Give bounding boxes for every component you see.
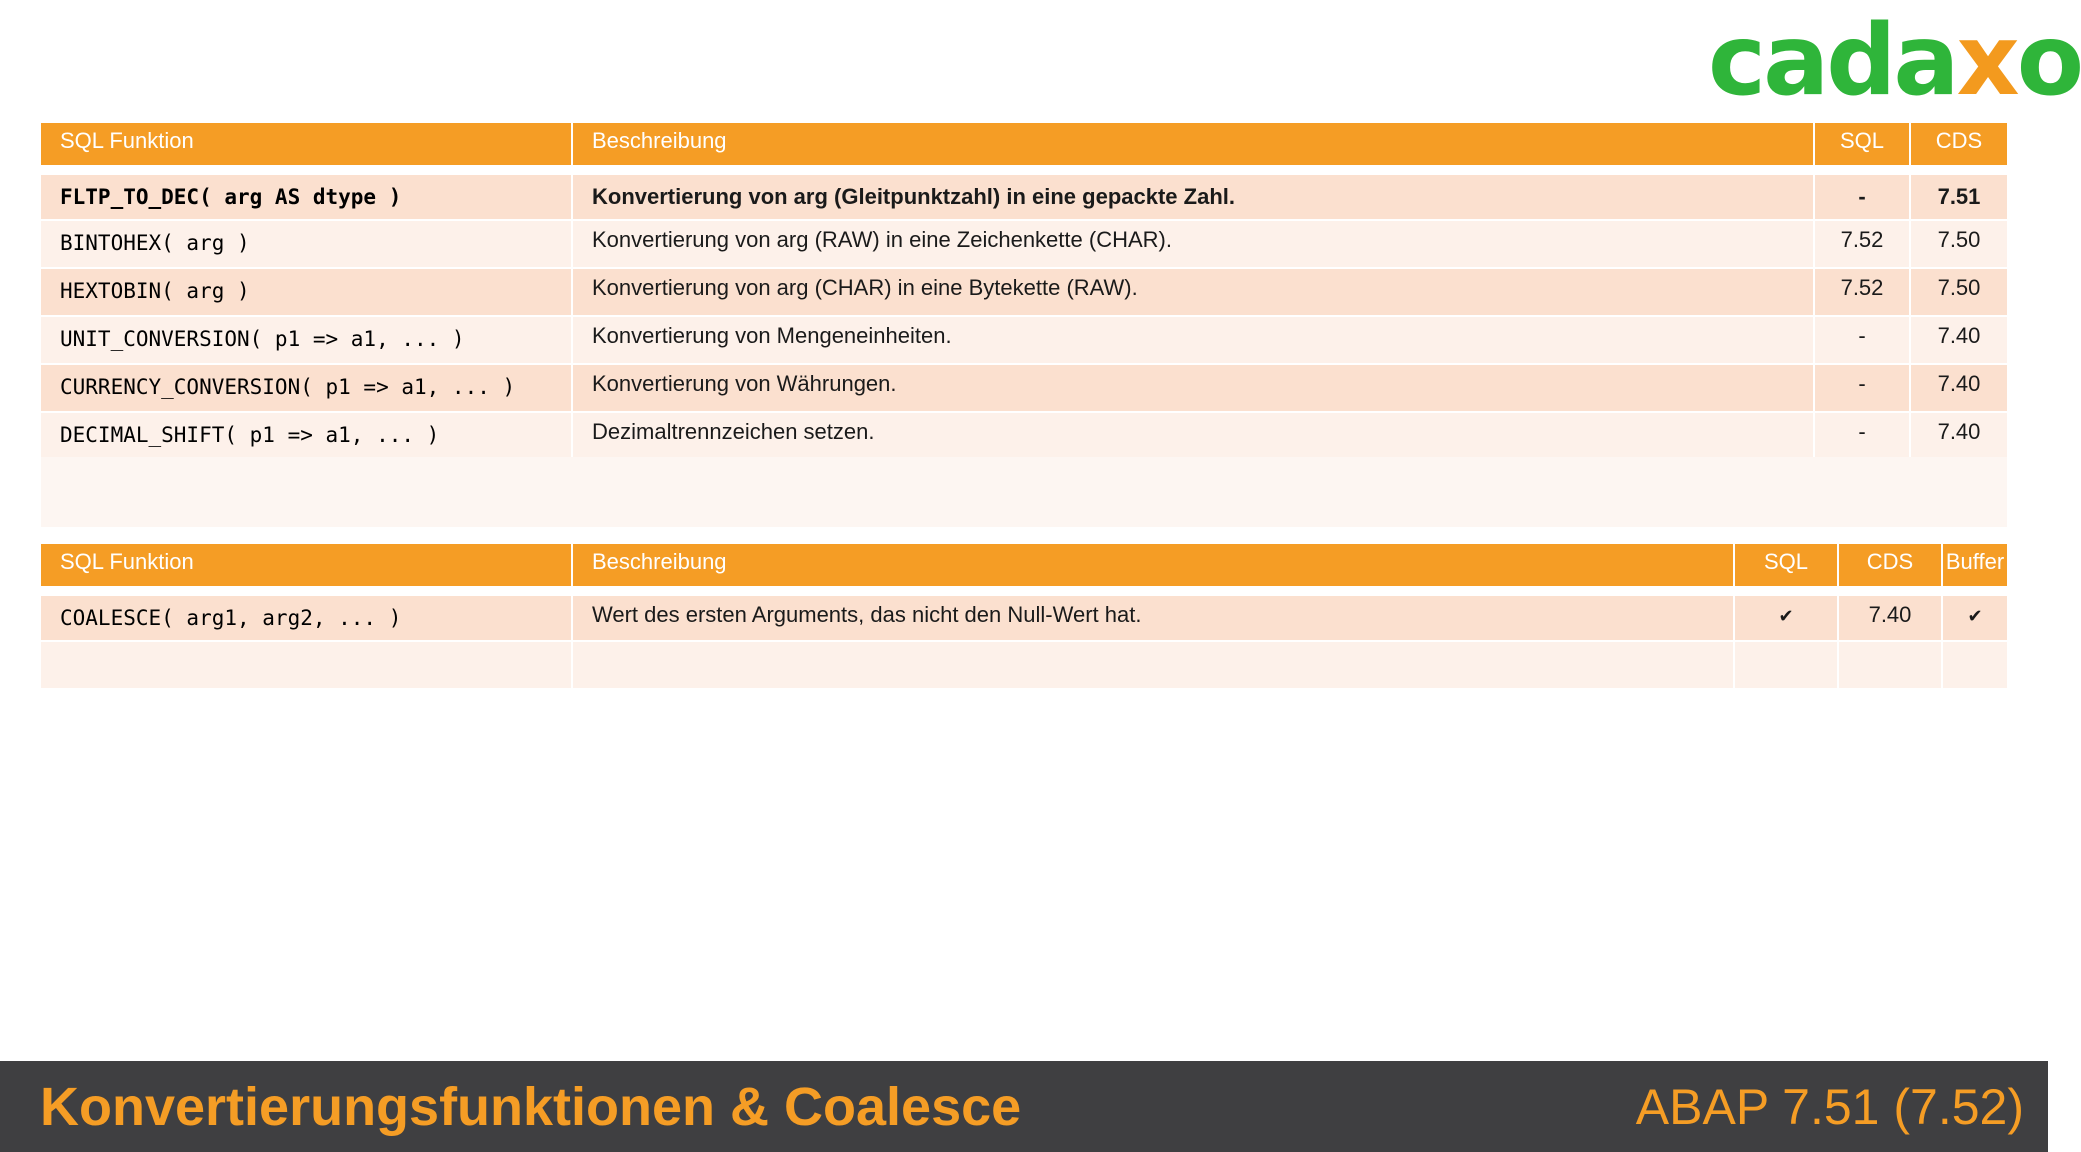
- cds-version: 7.40: [1911, 365, 2007, 411]
- header-sql-funktion: SQL Funktion: [41, 123, 571, 165]
- footer-bar: [0, 1061, 2048, 1152]
- function-description: Konvertierung von arg (RAW) in eine Zeichenkette (CHAR).: [573, 221, 1813, 267]
- slide-title: Konvertierungsfunktionen & Coalesce: [40, 1077, 1022, 1137]
- function-description: Dezimaltrennzeichen setzen.: [573, 413, 1813, 459]
- header-sql: SQL: [1735, 544, 1837, 586]
- function-name: UNIT_CONVERSION( p1 => a1, ... ): [41, 317, 571, 363]
- cds-version: 7.40: [1911, 413, 2007, 459]
- cds-version: [1839, 642, 1941, 688]
- function-name: CURRENCY_CONVERSION( p1 => a1, ... ): [41, 365, 571, 411]
- sql-version: 7.52: [1815, 269, 1909, 315]
- sql-version: -: [1815, 365, 1909, 411]
- cds-version: 7.40: [1911, 317, 2007, 363]
- table-row: [41, 175, 2007, 219]
- header-cds: CDS: [1839, 544, 1941, 586]
- function-name: BINTOHEX( arg ): [41, 221, 571, 267]
- function-name: DECIMAL_SHIFT( p1 => a1, ... ): [41, 413, 571, 459]
- function-description: Konvertierung von Mengeneinheiten.: [573, 317, 1813, 363]
- table-row: [41, 596, 2007, 640]
- sql-version: 7.52: [1815, 221, 1909, 267]
- table-row-empty: [41, 642, 2007, 688]
- sql-check: ✔: [1735, 596, 1837, 640]
- logo-text-end: o: [2016, 4, 2081, 118]
- function-name: COALESCE( arg1, arg2, ... ): [41, 596, 571, 640]
- cds-version: 7.51: [1911, 175, 2007, 219]
- cds-version: 7.50: [1911, 269, 2007, 315]
- sql-check: [1735, 642, 1837, 688]
- table-row: [41, 269, 2007, 315]
- table-row: [41, 317, 2007, 363]
- logo-text-main: cada: [1708, 4, 1957, 118]
- table-row: [41, 221, 2007, 267]
- buffer-check: ✔: [1943, 596, 2007, 640]
- table-spacer: [41, 457, 2007, 527]
- coalesce-table: [41, 544, 2007, 686]
- cds-version: 7.40: [1839, 596, 1941, 640]
- header-sql-funktion: SQL Funktion: [41, 544, 571, 586]
- function-description: Wert des ersten Arguments, das nicht den Null-Wert hat.: [573, 596, 1733, 640]
- sql-version: -: [1815, 175, 1909, 219]
- header-beschreibung: Beschreibung: [573, 544, 1733, 586]
- function-name: [41, 642, 571, 688]
- header-beschreibung: Beschreibung: [573, 123, 1813, 165]
- function-description: Konvertierung von Währungen.: [573, 365, 1813, 411]
- function-name: HEXTOBIN( arg ): [41, 269, 571, 315]
- sql-version: -: [1815, 413, 1909, 459]
- table-row: [41, 413, 2007, 459]
- header-cds: CDS: [1911, 123, 2007, 165]
- buffer-check: [1943, 642, 2007, 688]
- cadaxo-logo: [1708, 4, 2081, 118]
- table-header-row: [41, 544, 2007, 586]
- header-sql: SQL: [1815, 123, 1909, 165]
- cds-version: 7.50: [1911, 221, 2007, 267]
- conversion-functions-table: [41, 123, 2007, 457]
- table-row: [41, 365, 2007, 411]
- function-description: Konvertierung von arg (Gleitpunktzahl) in eine gepackte Zahl.: [573, 175, 1813, 219]
- abap-version: ABAP 7.51 (7.52): [1635, 1079, 2024, 1135]
- function-name: FLTP_TO_DEC( arg AS dtype ): [41, 175, 571, 219]
- logo-text-x: x: [1956, 4, 2017, 118]
- header-buffer: Buffer: [1943, 544, 2007, 586]
- sql-version: -: [1815, 317, 1909, 363]
- function-description: [573, 642, 1733, 688]
- function-description: Konvertierung von arg (CHAR) in eine Bytekette (RAW).: [573, 269, 1813, 315]
- table-header-row: [41, 123, 2007, 165]
